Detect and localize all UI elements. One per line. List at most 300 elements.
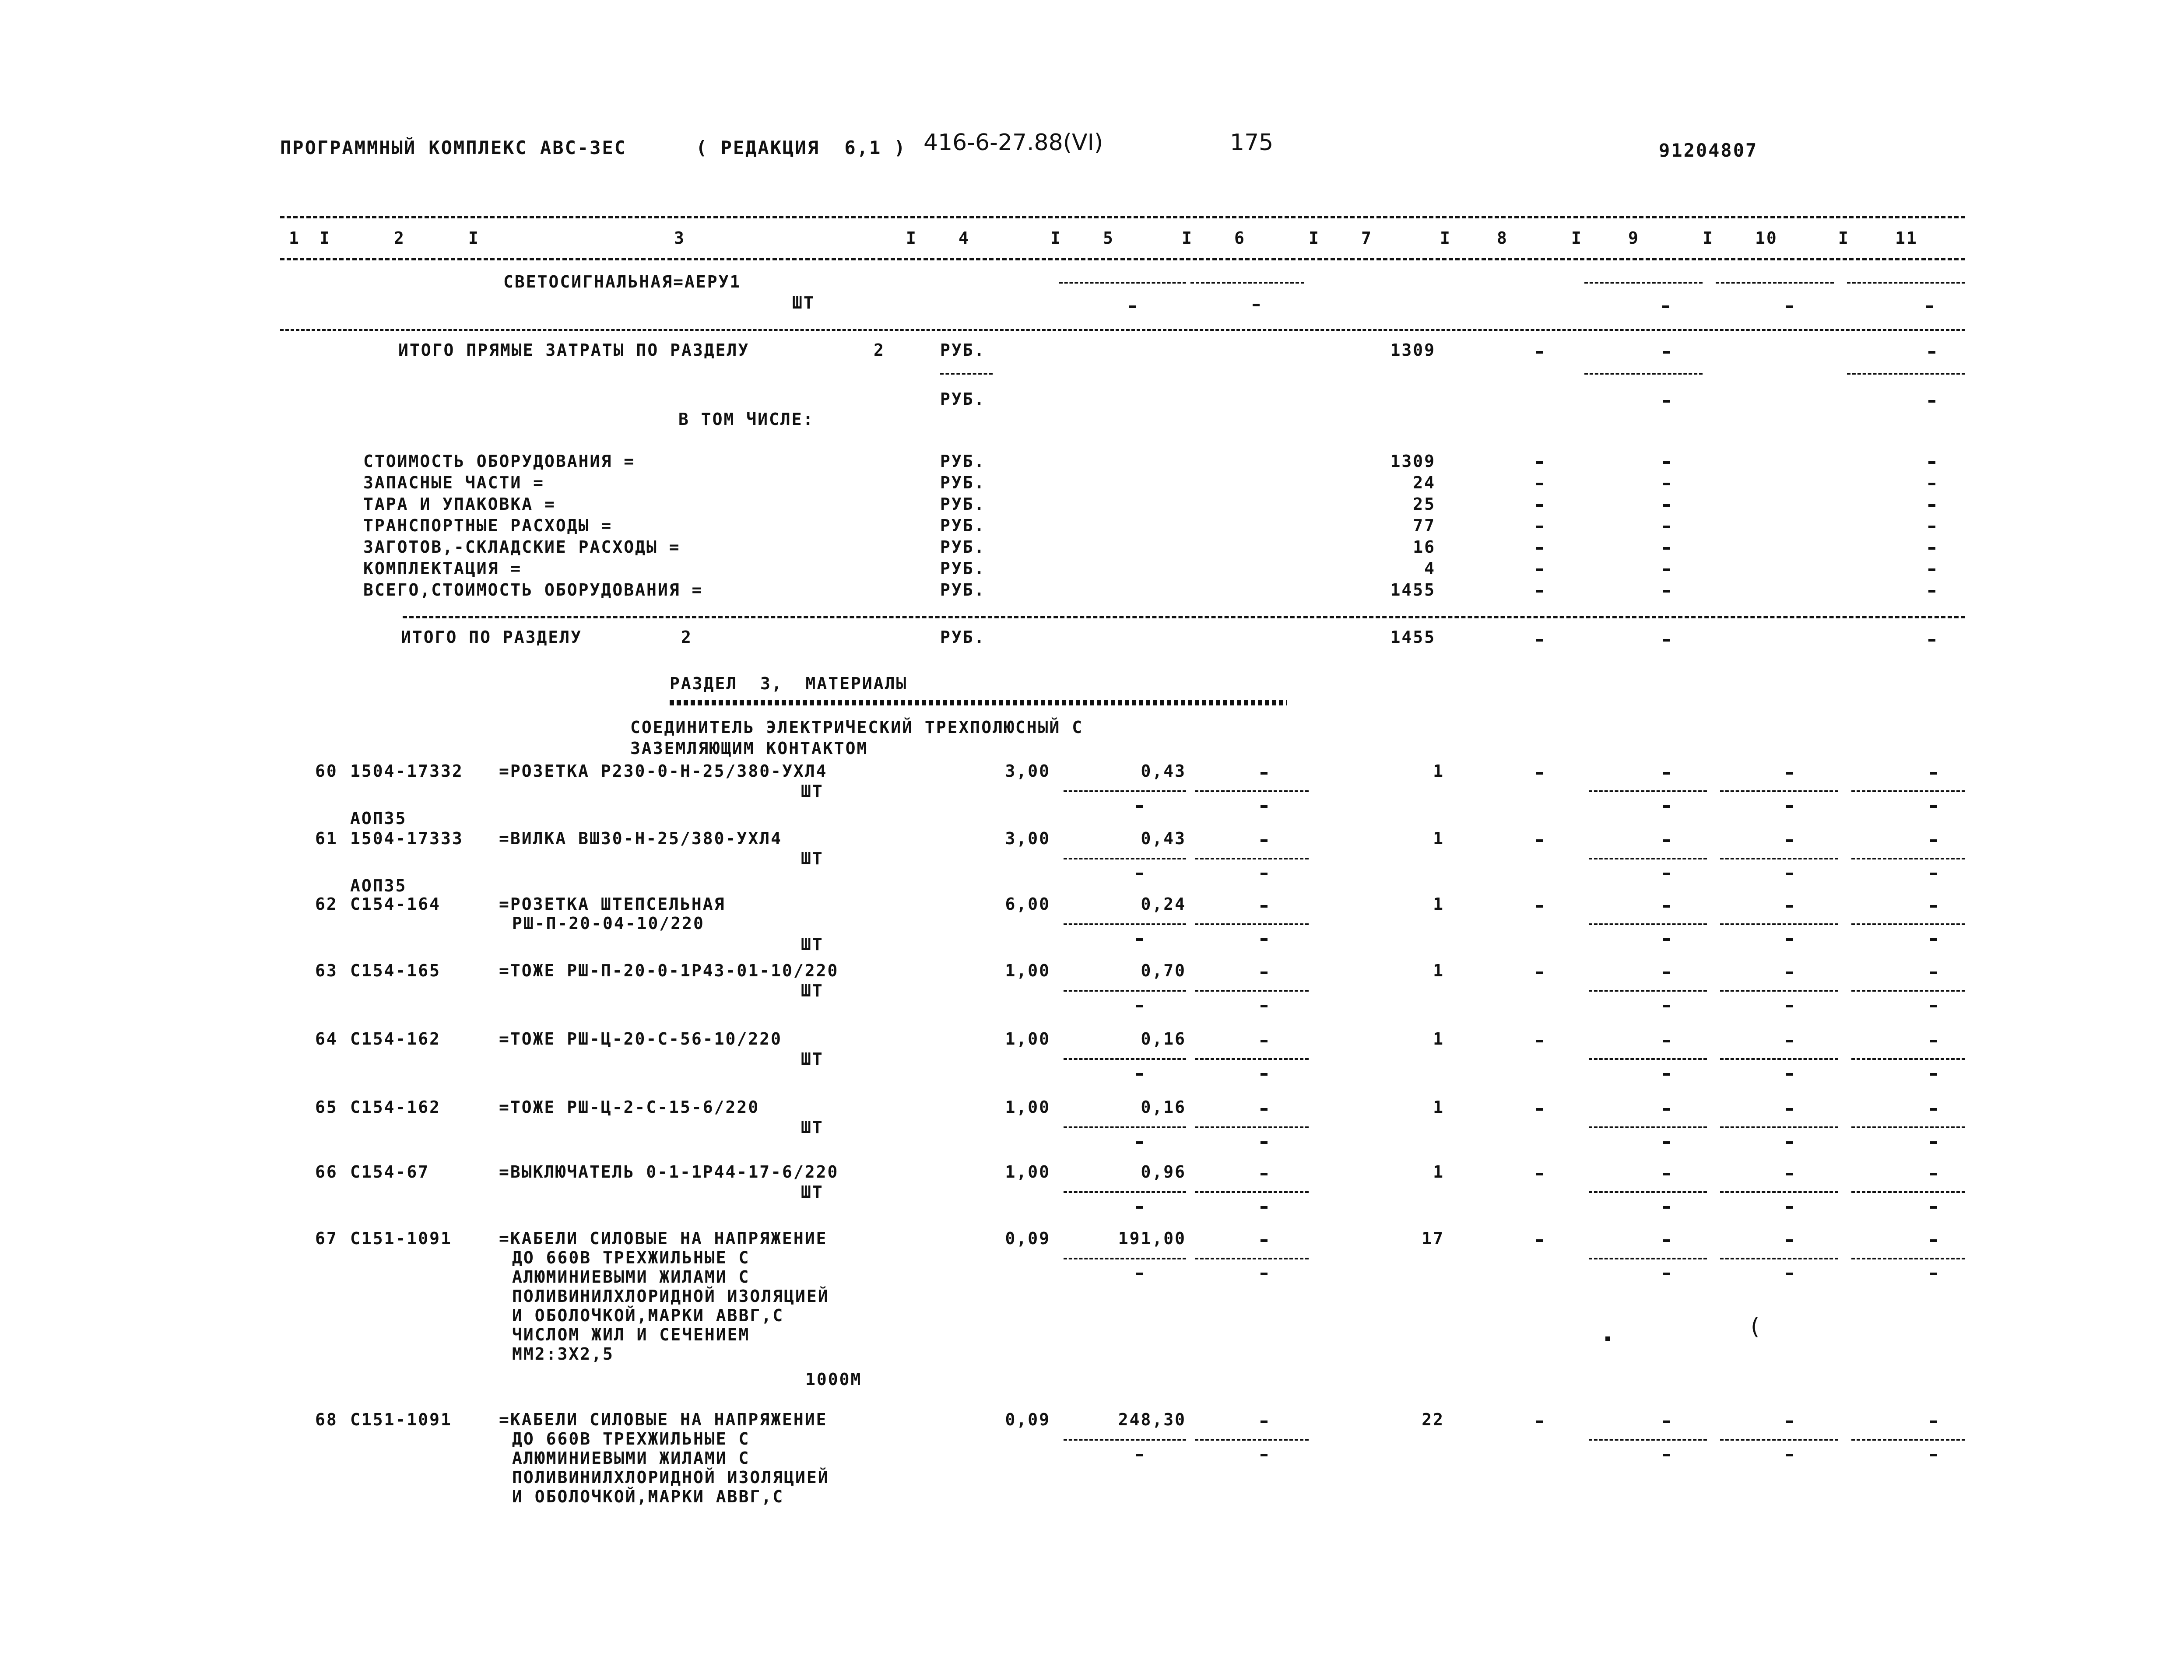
item-code: С154-164 bbox=[350, 894, 441, 914]
dash-mark bbox=[1926, 305, 1933, 308]
dash-mark bbox=[1663, 1073, 1670, 1076]
dash-mark bbox=[1663, 351, 1670, 354]
dash-mark bbox=[1663, 1454, 1670, 1456]
col6-item-rule bbox=[1195, 858, 1309, 859]
item-description-line: =ТОЖЕ РШ-Ц-20-С-56-10/220 bbox=[499, 1029, 782, 1049]
dash-mark bbox=[1261, 1454, 1268, 1456]
dash-mark bbox=[1663, 483, 1670, 485]
breakdown-value: 1455 bbox=[1390, 580, 1436, 600]
dash-mark bbox=[1930, 1454, 1937, 1456]
breakdown-value: 4 bbox=[1424, 559, 1436, 578]
dash-mark bbox=[1253, 304, 1260, 306]
dash-mark bbox=[1786, 1239, 1793, 1242]
dash-mark bbox=[1786, 305, 1793, 308]
col5-item-rule bbox=[1064, 923, 1186, 925]
dash-mark bbox=[1261, 1073, 1268, 1076]
dash-mark bbox=[1136, 873, 1143, 875]
item-description-line: =ТОЖЕ РШ-Ц-2-С-15-6/220 bbox=[499, 1098, 760, 1117]
item-quantity: 1,00 bbox=[1005, 1162, 1050, 1182]
item-description-line: ЧИСЛОМ ЖИЛ И СЕЧЕНИЕМ bbox=[512, 1325, 750, 1344]
dash-mark bbox=[1930, 1273, 1937, 1275]
dash-mark bbox=[1136, 1206, 1143, 1209]
dash-mark bbox=[1928, 526, 1935, 528]
breakdown-value: 24 bbox=[1413, 473, 1436, 492]
dash-mark bbox=[1536, 1420, 1543, 1423]
dash-mark bbox=[1786, 805, 1793, 808]
column-separator: I bbox=[1703, 228, 1714, 248]
dash-mark bbox=[1536, 483, 1543, 485]
item-code: 1504-17333 bbox=[350, 829, 463, 848]
col9-item-rule bbox=[1589, 1439, 1707, 1441]
dash-mark bbox=[1536, 461, 1543, 464]
dash-mark bbox=[1663, 839, 1670, 842]
dash-mark bbox=[1663, 1040, 1670, 1042]
item-col7-value: 1 bbox=[1433, 829, 1444, 848]
dash-mark bbox=[1261, 1420, 1268, 1423]
item-code: С154-67 bbox=[350, 1162, 430, 1182]
col9-subtotal-rule bbox=[1584, 282, 1703, 284]
dash-mark bbox=[1663, 1108, 1670, 1111]
col11-item-rule bbox=[1851, 1058, 1965, 1060]
section-total-unit: РУБ. bbox=[940, 628, 986, 647]
item-description-line: И ОБОЛОЧКОЙ,МАРКИ АВВГ,С bbox=[512, 1487, 784, 1506]
dash-mark bbox=[1536, 772, 1543, 775]
col11-item-rule bbox=[1851, 923, 1965, 925]
dash-mark bbox=[1261, 1206, 1268, 1209]
item-unit: ШТ bbox=[801, 935, 824, 954]
dash-mark bbox=[1663, 590, 1670, 593]
dash-mark bbox=[1663, 568, 1670, 571]
item-col7-value: 1 bbox=[1433, 894, 1444, 914]
breakdown-value: 16 bbox=[1413, 537, 1436, 557]
dash-mark bbox=[1663, 1420, 1670, 1423]
col9-subtotal-rule bbox=[1584, 373, 1703, 375]
item-col7-value: 1 bbox=[1433, 1098, 1444, 1117]
section-total-value: 1455 bbox=[1390, 628, 1436, 647]
column-number: 2 bbox=[394, 228, 405, 248]
item-unit-price: 0,24 bbox=[1141, 894, 1186, 914]
dash-mark bbox=[1663, 972, 1670, 974]
breakdown-value: 25 bbox=[1413, 495, 1436, 514]
col10-subtotal-rule bbox=[1716, 282, 1834, 284]
prev-item-name: СВЕТОСИГНАЛЬНАЯ=АЕРУ1 bbox=[503, 272, 741, 291]
item-code: 1504-17332 bbox=[350, 761, 463, 781]
dash-mark bbox=[1786, 1420, 1793, 1423]
dash-mark bbox=[1261, 839, 1268, 842]
dash-mark bbox=[1930, 972, 1937, 974]
dash-mark bbox=[1930, 1141, 1937, 1144]
dash-mark bbox=[1663, 772, 1670, 775]
item-col7-value: 22 bbox=[1422, 1410, 1444, 1429]
item-unit: 1000М bbox=[805, 1370, 862, 1389]
column-separator: I bbox=[320, 228, 331, 248]
dash-mark bbox=[1786, 972, 1793, 974]
item-unit-price: 0,16 bbox=[1141, 1098, 1186, 1117]
breakdown-label: КОМПЛЕКТАЦИЯ = bbox=[363, 559, 522, 578]
col10-item-rule bbox=[1720, 1126, 1838, 1128]
item-number: 67 bbox=[315, 1229, 338, 1248]
breakdown-label: СТОИМОСТЬ ОБОРУДОВАНИЯ = bbox=[363, 452, 636, 471]
dash-mark bbox=[1136, 1454, 1143, 1456]
dash-mark bbox=[1536, 504, 1543, 507]
dash-mark bbox=[1261, 1005, 1268, 1007]
dash-mark bbox=[1261, 1239, 1268, 1242]
breakdown-label: ТРАНСПОРТНЫЕ РАСХОДЫ = bbox=[363, 516, 613, 535]
col11-item-rule bbox=[1851, 1439, 1965, 1441]
stray-mark: ( bbox=[1751, 1314, 1760, 1340]
item-number: 64 bbox=[315, 1029, 338, 1049]
section2-total-rule bbox=[280, 329, 1965, 331]
dash-mark bbox=[1662, 305, 1669, 308]
dash-mark bbox=[1536, 351, 1543, 354]
col10-item-rule bbox=[1720, 1058, 1838, 1060]
dash-mark bbox=[1663, 639, 1670, 642]
col9-item-rule bbox=[1589, 858, 1707, 859]
col6-item-rule bbox=[1195, 1058, 1309, 1060]
item-note: АОП35 bbox=[350, 876, 407, 895]
dash-mark bbox=[1536, 547, 1543, 550]
dash-mark bbox=[1536, 639, 1543, 642]
item-col7-value: 1 bbox=[1433, 1029, 1444, 1049]
item-quantity: 3,00 bbox=[1005, 761, 1050, 781]
page-number: 175 bbox=[1230, 130, 1274, 156]
item-quantity: 1,00 bbox=[1005, 1029, 1050, 1049]
dash-mark bbox=[1928, 461, 1935, 464]
item-description-line: И ОБОЛОЧКОЙ,МАРКИ АВВГ,С bbox=[512, 1306, 784, 1325]
dash-mark bbox=[1786, 1108, 1793, 1111]
dash-mark bbox=[1930, 938, 1937, 941]
section3-title-underline bbox=[670, 700, 1287, 705]
dash-mark bbox=[1261, 1040, 1268, 1042]
dash-mark bbox=[1663, 1141, 1670, 1144]
dash-mark bbox=[1930, 772, 1937, 775]
item-col7-value: 17 bbox=[1422, 1229, 1444, 1248]
dash-mark bbox=[1261, 972, 1268, 974]
col11-item-rule bbox=[1851, 1126, 1965, 1128]
col6-item-rule bbox=[1195, 990, 1309, 992]
dash-mark bbox=[1786, 1073, 1793, 1076]
dash-mark bbox=[1536, 1040, 1543, 1042]
column-number: 5 bbox=[1103, 228, 1114, 248]
item-description-line: =ВИЛКА ВШ30-Н-25/380-УХЛ4 bbox=[499, 829, 782, 848]
col9-item-rule bbox=[1589, 1258, 1707, 1259]
item-unit: ШТ bbox=[801, 1049, 824, 1069]
dash-mark bbox=[1928, 504, 1935, 507]
dash-mark bbox=[1663, 905, 1670, 908]
column-number: 9 bbox=[1628, 228, 1640, 248]
col6-item-rule bbox=[1195, 1258, 1309, 1259]
item-unit-price: 0,43 bbox=[1141, 761, 1186, 781]
item-quantity: 0,09 bbox=[1005, 1410, 1050, 1429]
dash-mark bbox=[1261, 1108, 1268, 1111]
table-top-rule bbox=[280, 216, 1965, 218]
dash-mark bbox=[1536, 905, 1543, 908]
section-total-label: ИТОГО ПО РАЗДЕЛУ bbox=[401, 628, 583, 647]
item-unit-price: 0,70 bbox=[1141, 961, 1186, 980]
dash-mark bbox=[1536, 1239, 1543, 1242]
dash-mark bbox=[1928, 590, 1935, 593]
item-description-line: РШ-П-20-04-10/220 bbox=[512, 914, 705, 933]
item-number: 60 bbox=[315, 761, 338, 781]
section-total-number: 2 bbox=[681, 628, 692, 647]
dash-mark bbox=[1928, 351, 1935, 354]
col10-item-rule bbox=[1720, 858, 1838, 859]
item-quantity: 0,09 bbox=[1005, 1229, 1050, 1248]
dash-mark bbox=[1261, 938, 1268, 941]
col5-item-rule bbox=[1064, 790, 1186, 792]
breakdown-unit: РУБ. bbox=[940, 537, 986, 557]
item-number: 61 bbox=[315, 829, 338, 848]
col11-item-rule bbox=[1851, 990, 1965, 992]
col6-item-rule bbox=[1195, 1439, 1309, 1441]
dash-mark bbox=[1928, 483, 1935, 485]
item-unit: ШТ bbox=[801, 1118, 824, 1137]
item-unit-price: 248,30 bbox=[1118, 1410, 1186, 1429]
dash-mark bbox=[1136, 1005, 1143, 1007]
item-description-line: =КАБЕЛИ СИЛОВЫЕ НА НАПРЯЖЕНИЕ bbox=[499, 1229, 828, 1248]
dash-mark bbox=[1928, 400, 1935, 403]
item-number: 65 bbox=[315, 1098, 338, 1117]
dash-mark bbox=[1928, 547, 1935, 550]
col11-subtotal-rule bbox=[1847, 373, 1965, 375]
program-title: ПРОГРАММНЫЙ КОМПЛЕКС АВС-ЗЕС bbox=[280, 137, 627, 158]
col5-item-rule bbox=[1064, 990, 1186, 992]
dash-mark bbox=[1930, 1420, 1937, 1423]
item-description-line: ММ2:3Х2,5 bbox=[512, 1344, 614, 1364]
dash-mark bbox=[1786, 873, 1793, 875]
dash-mark bbox=[1930, 873, 1937, 875]
col5-subtotal-rule bbox=[1059, 282, 1186, 284]
item-quantity: 1,00 bbox=[1005, 1098, 1050, 1117]
col11-item-rule bbox=[1851, 790, 1965, 792]
item-unit: ШТ bbox=[801, 782, 824, 801]
column-separator: I bbox=[1838, 228, 1850, 248]
col11-item-rule bbox=[1851, 858, 1965, 859]
column-separator: I bbox=[468, 228, 480, 248]
section2-direct-costs-label: ИТОГО ПРЯМЫЕ ЗАТРАТЫ ПО РАЗДЕЛУ bbox=[398, 340, 750, 360]
breakdown-value: 77 bbox=[1413, 516, 1436, 535]
item-description-line: =ТОЖЕ РШ-П-20-0-1Р43-01-10/220 bbox=[499, 961, 839, 980]
item-number: 62 bbox=[315, 894, 338, 914]
breakdown-label: ВСЕГО,СТОИМОСТЬ ОБОРУДОВАНИЯ = bbox=[363, 580, 703, 600]
item-unit: ШТ bbox=[801, 849, 824, 868]
dash-mark bbox=[1786, 1454, 1793, 1456]
dash-mark bbox=[1930, 1073, 1937, 1076]
col6-item-rule bbox=[1195, 923, 1309, 925]
document-code: 416-6-27.88(VI) bbox=[923, 130, 1103, 156]
item-col7-value: 1 bbox=[1433, 1162, 1444, 1182]
column-separator: I bbox=[1571, 228, 1583, 248]
dash-mark bbox=[1928, 568, 1935, 571]
col10-item-rule bbox=[1720, 990, 1838, 992]
breakdown-unit: РУБ. bbox=[940, 495, 986, 514]
breakdown-unit: РУБ. bbox=[940, 516, 986, 535]
dash-mark bbox=[1536, 1108, 1543, 1111]
column-separator: I bbox=[906, 228, 917, 248]
col10-item-rule bbox=[1720, 1258, 1838, 1259]
col11-subtotal-rule bbox=[1847, 282, 1965, 284]
section-total-rule bbox=[403, 616, 1965, 618]
item-quantity: 1,00 bbox=[1005, 961, 1050, 980]
dash-mark bbox=[1786, 839, 1793, 842]
breakdown-label: ТАРА И УПАКОВКА = bbox=[363, 495, 556, 514]
section2-subtotal-unit: РУБ. bbox=[940, 389, 986, 409]
dash-mark bbox=[1136, 805, 1143, 808]
item-quantity: 3,00 bbox=[1005, 829, 1050, 848]
prev-item-unit: ШТ bbox=[792, 293, 815, 312]
dash-mark bbox=[1663, 1273, 1670, 1275]
column-number: 1 bbox=[289, 228, 300, 248]
unit-underline bbox=[940, 373, 993, 375]
dash-mark bbox=[1663, 461, 1670, 464]
column-separator: I bbox=[1050, 228, 1062, 248]
column-number: 10 bbox=[1755, 228, 1778, 248]
dash-mark bbox=[1663, 873, 1670, 875]
dash-mark bbox=[1136, 1141, 1143, 1144]
col9-item-rule bbox=[1589, 1191, 1707, 1193]
dash-mark bbox=[1930, 1040, 1937, 1042]
item-description-line: =РОЗЕТКА Р230-0-Н-25/380-УХЛ4 bbox=[499, 761, 828, 781]
col10-item-rule bbox=[1720, 790, 1838, 792]
item-unit-price: 0,16 bbox=[1141, 1029, 1186, 1049]
dash-mark bbox=[1663, 547, 1670, 550]
dash-mark bbox=[1930, 839, 1937, 842]
item-unit: ШТ bbox=[801, 1182, 824, 1202]
item-code: С151-1091 bbox=[350, 1410, 452, 1429]
dash-mark bbox=[1663, 1206, 1670, 1209]
dash-mark bbox=[1786, 905, 1793, 908]
col5-item-rule bbox=[1064, 1058, 1186, 1060]
item-description-line: =РОЗЕТКА ШТЕПСЕЛЬНАЯ bbox=[499, 894, 726, 914]
breakdown-unit: РУБ. bbox=[940, 473, 986, 492]
col5-item-rule bbox=[1064, 1258, 1186, 1259]
dash-mark bbox=[1786, 1040, 1793, 1042]
group-title-line-1: СОЕДИНИТЕЛЬ ЭЛЕКТРИЧЕСКИЙ ТРЕХПОЛЮСНЫЙ С bbox=[630, 718, 1084, 737]
dash-mark bbox=[1786, 1173, 1793, 1175]
item-description-line: =КАБЕЛИ СИЛОВЫЕ НА НАПРЯЖЕНИЕ bbox=[499, 1410, 828, 1429]
dash-mark bbox=[1261, 1273, 1268, 1275]
item-description-line: ПОЛИВИНИЛХЛОРИДНОЙ ИЗОЛЯЦИЕЙ bbox=[512, 1287, 829, 1306]
item-unit: ШТ bbox=[801, 981, 824, 1000]
dash-mark bbox=[1786, 1141, 1793, 1144]
item-number: 66 bbox=[315, 1162, 338, 1182]
column-separator: I bbox=[1182, 228, 1193, 248]
dash-mark bbox=[1536, 568, 1543, 571]
col11-item-rule bbox=[1851, 1191, 1965, 1193]
col6-item-rule bbox=[1195, 790, 1309, 792]
item-unit-price: 191,00 bbox=[1118, 1229, 1186, 1248]
breakdown-label: ЗАПАСНЫЕ ЧАСТИ = bbox=[363, 473, 545, 492]
col9-item-rule bbox=[1589, 990, 1707, 992]
dash-mark bbox=[1930, 1239, 1937, 1242]
column-separator: I bbox=[1440, 228, 1451, 248]
dash-mark bbox=[1536, 1173, 1543, 1175]
item-code: С154-162 bbox=[350, 1098, 441, 1117]
dash-mark bbox=[1663, 938, 1670, 941]
dash-mark bbox=[1930, 1005, 1937, 1007]
dash-mark bbox=[1536, 972, 1543, 974]
section3-title: РАЗДЕЛ 3, МАТЕРИАЛЫ bbox=[670, 674, 908, 693]
dash-mark bbox=[1136, 1073, 1143, 1076]
item-unit-price: 0,96 bbox=[1141, 1162, 1186, 1182]
section2-direct-costs-unit: РУБ. bbox=[940, 340, 986, 360]
dash-mark bbox=[1261, 905, 1268, 908]
col9-item-rule bbox=[1589, 923, 1707, 925]
dash-mark bbox=[1930, 1108, 1937, 1111]
dash-mark bbox=[1663, 1239, 1670, 1242]
dash-mark bbox=[1129, 305, 1136, 308]
item-description-line: ДО 660В ТРЕХЖИЛЬНЫЕ С bbox=[512, 1248, 750, 1267]
item-col7-value: 1 bbox=[1433, 761, 1444, 781]
dash-mark bbox=[1136, 938, 1143, 941]
dash-mark bbox=[1663, 1173, 1670, 1175]
item-note: АОП35 bbox=[350, 809, 407, 828]
dash-mark bbox=[1786, 938, 1793, 941]
column-number: 6 bbox=[1234, 228, 1246, 248]
dash-mark bbox=[1786, 1206, 1793, 1209]
col9-item-rule bbox=[1589, 1058, 1707, 1060]
column-separator: I bbox=[1309, 228, 1320, 248]
col9-item-rule bbox=[1589, 790, 1707, 792]
col6-item-rule bbox=[1195, 1126, 1309, 1128]
item-unit-price: 0,43 bbox=[1141, 829, 1186, 848]
col5-item-rule bbox=[1064, 1191, 1186, 1193]
dash-mark bbox=[1663, 1005, 1670, 1007]
column-number: 3 bbox=[674, 228, 685, 248]
breakdown-unit: РУБ. bbox=[940, 452, 986, 471]
including-label: В ТОМ ЧИСЛЕ: bbox=[678, 410, 815, 429]
dash-mark bbox=[1930, 805, 1937, 808]
dash-mark bbox=[1136, 1273, 1143, 1275]
dash-mark bbox=[1786, 1005, 1793, 1007]
group-title-line-2: ЗАЗЕМЛЯЮЩИМ КОНТАКТОМ bbox=[630, 739, 868, 758]
dash-mark bbox=[1261, 873, 1268, 875]
item-number: 68 bbox=[315, 1410, 338, 1429]
column-number: 4 bbox=[959, 228, 970, 248]
item-number: 63 bbox=[315, 961, 338, 980]
col11-item-rule bbox=[1851, 1258, 1965, 1259]
dash-mark bbox=[1261, 805, 1268, 808]
item-code: С151-1091 bbox=[350, 1229, 452, 1248]
dash-mark bbox=[1663, 526, 1670, 528]
item-col7-value: 1 bbox=[1433, 961, 1444, 980]
column-header-rule bbox=[280, 258, 1965, 260]
dash-mark bbox=[1536, 590, 1543, 593]
section2-direct-costs-value: 1309 bbox=[1390, 340, 1436, 360]
item-description-line: АЛЮМИНИЕВЫМИ ЖИЛАМИ С bbox=[512, 1449, 750, 1468]
col6-item-rule bbox=[1195, 1191, 1309, 1193]
column-number: 7 bbox=[1361, 228, 1373, 248]
dash-mark bbox=[1928, 639, 1935, 642]
col5-item-rule bbox=[1064, 1439, 1186, 1441]
dash-mark bbox=[1663, 805, 1670, 808]
item-description-line: АЛЮМИНИЕВЫМИ ЖИЛАМИ С bbox=[512, 1267, 750, 1287]
col10-item-rule bbox=[1720, 1191, 1838, 1193]
edition-label: ( РЕДАКЦИЯ 6,1 ) bbox=[696, 137, 906, 158]
dash-mark bbox=[1261, 1141, 1268, 1144]
col5-item-rule bbox=[1064, 858, 1186, 859]
stray-dot bbox=[1605, 1336, 1610, 1341]
col5-item-rule bbox=[1064, 1126, 1186, 1128]
dash-mark bbox=[1663, 400, 1670, 403]
column-number: 8 bbox=[1497, 228, 1508, 248]
breakdown-value: 1309 bbox=[1390, 452, 1436, 471]
dash-mark bbox=[1536, 526, 1543, 528]
dash-mark bbox=[1261, 1173, 1268, 1175]
breakdown-label: ЗАГОТОВ,-СКЛАДСКИЕ РАСХОДЫ = bbox=[363, 537, 681, 557]
dash-mark bbox=[1930, 1206, 1937, 1209]
col10-item-rule bbox=[1720, 923, 1838, 925]
